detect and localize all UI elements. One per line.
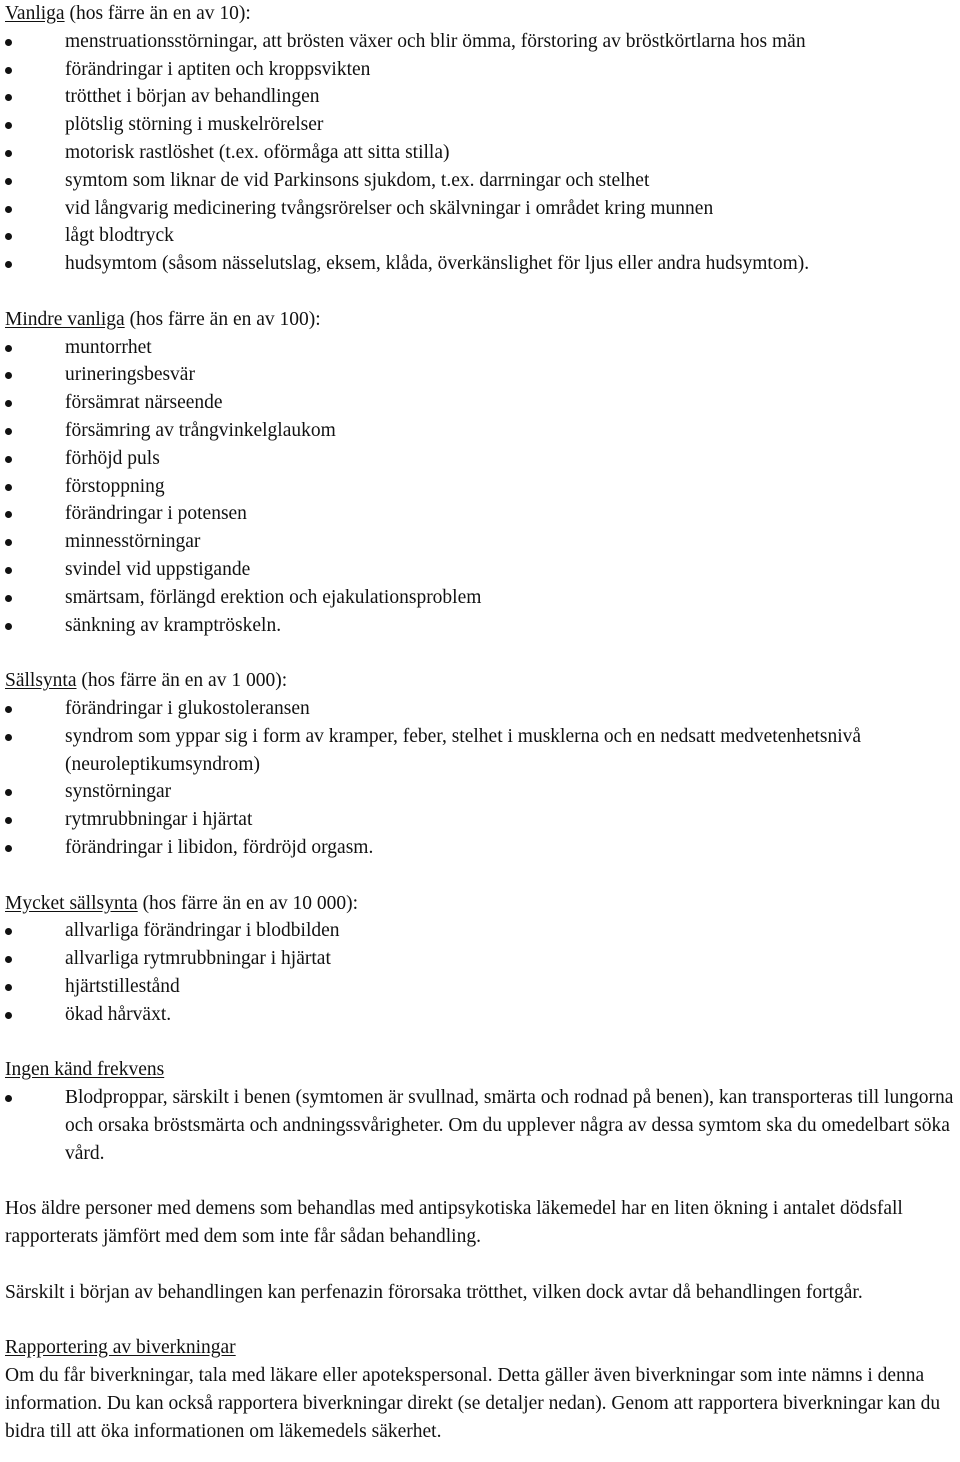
section-reporting xyxy=(5,1334,955,1445)
list-item xyxy=(5,695,955,723)
reporting-heading: Rapportering av biverkningar xyxy=(5,1337,236,1359)
bullet-list xyxy=(5,1084,955,1167)
section-heading-line xyxy=(5,890,955,918)
list-item xyxy=(5,334,955,362)
bullet-icon xyxy=(5,1012,12,1019)
spacer xyxy=(5,1306,955,1334)
spacer xyxy=(5,1167,955,1195)
list-item-text: syndrom som yppar sig i form av kramper, feber, stelhet i musklerna och en nedsatt medvetenhetsnivå (neuroleptikumsyndrom) xyxy=(65,725,862,775)
list-item xyxy=(5,1001,955,1029)
list-item-text: smärtsam, förlängd erektion och ejakulationsproblem xyxy=(65,586,482,608)
list-item xyxy=(5,139,955,167)
bullet-icon xyxy=(5,94,12,101)
bullet-icon xyxy=(5,372,12,379)
spacer xyxy=(5,862,955,890)
list-item-text: motorisk rastlöshet (t.ex. oförmåga att sitta stilla) xyxy=(65,141,450,163)
list-item-text: urineringsbesvär xyxy=(65,364,195,386)
list-item xyxy=(5,834,955,862)
spacer xyxy=(5,1251,955,1279)
list-item xyxy=(5,473,955,501)
list-item-text: symtom som liknar de vid Parkinsons sjukdom, t.ex. darrningar och stelhet xyxy=(65,169,650,191)
list-item xyxy=(5,195,955,223)
section-heading-line xyxy=(5,1056,955,1084)
list-item-text: plötslig störning i muskelrörelser xyxy=(65,114,324,136)
section-heading: Mindre vanliga xyxy=(5,308,125,330)
list-item-text: försämrat närseende xyxy=(65,392,223,414)
bullet-list xyxy=(5,917,955,1028)
list-item-text: muntorrhet xyxy=(65,336,152,358)
bullet-icon xyxy=(5,428,12,435)
bullet-icon xyxy=(5,539,12,546)
section-heading: Vanliga xyxy=(5,3,65,24)
list-item xyxy=(5,389,955,417)
bullet-list xyxy=(5,28,955,278)
list-item xyxy=(5,167,955,195)
bullet-icon xyxy=(5,178,12,185)
bullet-icon xyxy=(5,595,12,602)
section-mindre-vanliga xyxy=(5,306,955,640)
bullet-icon xyxy=(5,1095,12,1102)
list-item xyxy=(5,445,955,473)
bullet-icon xyxy=(5,706,12,713)
paragraph-fatigue: Särskilt i början av behandlingen kan perfenazin förorsaka trötthet, vilken dock avtar då behandlingen fortgår. xyxy=(5,1281,863,1303)
list-item xyxy=(5,250,955,278)
bullet-icon xyxy=(5,567,12,574)
bullet-icon xyxy=(5,817,12,824)
list-item xyxy=(5,417,955,445)
list-item-text: förändringar i aptiten och kroppsvikten xyxy=(65,58,371,80)
list-item-text: ökad hårväxt. xyxy=(65,1003,172,1025)
list-item-text: synstörningar xyxy=(65,781,172,803)
section-sallsynta xyxy=(5,667,955,862)
list-item xyxy=(5,806,955,834)
list-item xyxy=(5,528,955,556)
reporting-text: Om du får biverkningar, tala med läkare eller apotekspersonal. Detta gäller även biverkningar som inte nämns i denna information. Du kan också rapportera biverkningar direkt (se detaljer nedan). Genom att rapportera biverkningar kan du bidra till att öka informationen om läkemedels säkerhet. xyxy=(5,1365,941,1442)
list-item xyxy=(5,83,955,111)
paragraph-elderly-dementia: Hos äldre personer med demens som behandlas med antipsykotiska läkemedel har en liten ökning i antalet dödsfall rapporterats jämfört med dem som inte får sådan behandling. xyxy=(5,1198,903,1248)
list-item-text: sänkning av kramptröskeln. xyxy=(65,614,282,636)
section-heading: Mycket sällsynta xyxy=(5,892,138,914)
section-vanliga xyxy=(5,0,955,278)
list-item-text: förändringar i libidon, fördröjd orgasm. xyxy=(65,836,374,858)
bullet-list xyxy=(5,334,955,640)
list-item xyxy=(5,361,955,389)
bullet-icon xyxy=(5,150,12,157)
list-item-text: rytmrubbningar i hjärtat xyxy=(65,809,253,831)
list-item-text: förhöjd puls xyxy=(65,447,160,469)
bullet-icon xyxy=(5,67,12,74)
list-item-text: förändringar i potensen xyxy=(65,503,247,525)
bullet-icon xyxy=(5,984,12,991)
list-item xyxy=(5,56,955,84)
section-heading-frequency: (hos färre än en av 10 000): xyxy=(137,892,359,914)
list-item xyxy=(5,500,955,528)
spacer xyxy=(5,1028,955,1056)
list-item xyxy=(5,28,955,56)
spacer xyxy=(5,278,955,306)
bullet-icon xyxy=(5,206,12,213)
bullet-icon xyxy=(5,484,12,491)
list-item xyxy=(5,1084,955,1167)
spacer xyxy=(5,639,955,667)
list-item-text: hjärtstillestånd xyxy=(65,975,180,997)
list-item-text: lågt blodtryck xyxy=(65,225,174,247)
list-item-text: trötthet i början av behandlingen xyxy=(65,86,320,108)
list-item-text: allvarliga förändringar i blodbilden xyxy=(65,920,340,942)
bullet-icon xyxy=(5,456,12,463)
section-heading: Sällsynta xyxy=(5,670,77,692)
section-heading-frequency: (hos färre än en av 1 000): xyxy=(76,670,288,692)
section-heading-line xyxy=(5,667,955,695)
document-body xyxy=(5,0,955,1445)
list-item-text: vid långvarig medicinering tvångsrörelser och skälvningar i området kring munnen xyxy=(65,197,714,219)
list-item-text: förstoppning xyxy=(65,475,165,497)
bullet-icon xyxy=(5,122,12,129)
list-item-text: hudsymtom (såsom nässelutslag, eksem, klåda, överkänslighet för ljus eller andra hudsymtom). xyxy=(65,253,810,275)
bullet-icon xyxy=(5,261,12,268)
bullet-icon xyxy=(5,345,12,352)
list-item-text: Blodproppar, särskilt i benen (symtomen är svullnad, smärta och rodnad på benen), kan transporteras till lungorna och orsaka bröstsmärta och andningssvårigheter. Om du upplever några av dessa symtom ska du omedelbart söka vård. xyxy=(65,1087,954,1164)
bullet-icon xyxy=(5,400,12,407)
list-item xyxy=(5,556,955,584)
list-item xyxy=(5,222,955,250)
section-heading-frequency: (hos färre än en av 10): xyxy=(64,3,251,24)
bullet-icon xyxy=(5,734,12,741)
bullet-icon xyxy=(5,39,12,46)
list-item-text: svindel vid uppstigande xyxy=(65,558,251,580)
list-item xyxy=(5,612,955,640)
list-item-text: förändringar i glukostoleransen xyxy=(65,697,310,719)
list-item xyxy=(5,973,955,1001)
list-item xyxy=(5,584,955,612)
list-item-text: försämring av trångvinkelglaukom xyxy=(65,419,336,441)
bullet-icon xyxy=(5,233,12,240)
section-heading-frequency: (hos färre än en av 100): xyxy=(124,308,321,330)
bullet-list xyxy=(5,695,955,862)
section-heading: Ingen känd frekvens xyxy=(5,1059,165,1081)
bullet-icon xyxy=(5,511,12,518)
list-item xyxy=(5,723,955,779)
bullet-icon xyxy=(5,789,12,796)
bullet-icon xyxy=(5,623,12,630)
section-heading-line xyxy=(5,306,955,334)
bullet-icon xyxy=(5,928,12,935)
section-mycket-sallsynta xyxy=(5,890,955,1029)
list-item-text: minnesstörningar xyxy=(65,531,201,553)
section-ingen-kand-frekvens xyxy=(5,1056,955,1167)
list-item xyxy=(5,917,955,945)
list-item xyxy=(5,111,955,139)
section-heading-line xyxy=(5,0,955,28)
bullet-icon xyxy=(5,956,12,963)
reporting-heading-line xyxy=(5,1334,955,1362)
list-item xyxy=(5,778,955,806)
list-item xyxy=(5,945,955,973)
list-item-text: allvarliga rytmrubbningar i hjärtat xyxy=(65,948,331,970)
list-item-text: menstruationsstörningar, att brösten växer och blir ömma, förstoring av bröstkörtlarna hos män xyxy=(65,30,806,52)
bullet-icon xyxy=(5,845,12,852)
